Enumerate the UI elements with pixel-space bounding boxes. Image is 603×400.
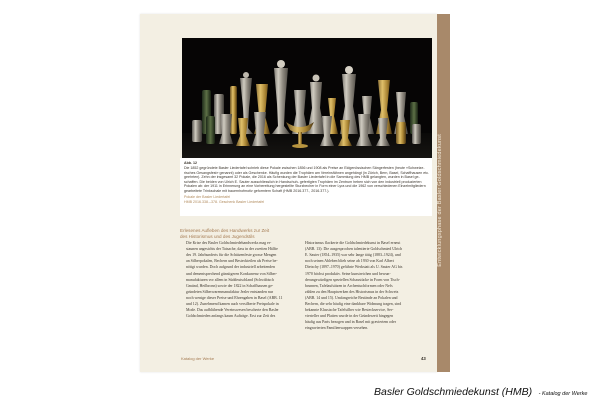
- body-text-line: Dietschy (1897–1970) geführte Werkstatt als U. Sauter AG bis: [305, 265, 403, 270]
- body-text-line: Goldschmieden anfangs kaum Aufträge. Erst zur Zeit des: [186, 314, 276, 319]
- trophy-illustration: [182, 38, 432, 169]
- body-text-line: manufakturen vor allem in Süddeutschland (Schwäbisch: [186, 277, 274, 282]
- body-text-line: 1970 höchst produktiv. Seine kunstreichen und bewun-: [305, 271, 391, 276]
- body-text-line: nötigt wurden. Doch aufgrund der industriell arbeitenden: [186, 265, 275, 270]
- body-text-line: gründeten Silberwarenmanufaktur Jezler entstanden nur: [186, 289, 274, 294]
- body-text-line: Bechern, die sehr häufig eine dankbare Widmung tragen, sind: [305, 302, 402, 306]
- body-text-line: an Silberpokalen, Bechern und Besteckteilen als Preise be-: [186, 259, 278, 264]
- body-text-line: des 19. Jahrhunderts für die Schützenfeste grosse Mengen: [186, 253, 277, 258]
- body-text-line: derungswürdigen speziellen Schaustücke in Form von Tisch-: [305, 277, 400, 282]
- body-text-line: E. Sauter (1854–1935) war sehr lange tätig (1883–1924), und: [305, 253, 401, 258]
- caption-credit: HMB 2016.338.–378. Geschenk Basler Liedertafel: [184, 200, 265, 204]
- page-number: 43: [421, 356, 426, 361]
- caption-line: gearbeitete Trinkschale mit bauernhofmotiv geformtem Schaft (HMB 2016.377., 2016.377.).: [184, 188, 330, 193]
- caption-line: risches Gesangsfest» genannt) oder als Geschenke. Häufig wurden die Trophäen am Vereinsfähnen angehängt (in Zürich, Bern, Basel, Schaffhausen etc.: [184, 170, 430, 175]
- section-heading: des Historismus und des Jugendstils: [180, 233, 255, 239]
- caption-line: geehrten). Zehn der insgesamt 32 Pokale, die 2016 als Schenkung der Basler Liedertafel in die Sammlung des HMB gelangten, wurden in Basel ge-: [184, 175, 420, 179]
- body-text-line: noch wenige dieser Preise und Ehrengaben in Basel (ABB. 11: [186, 295, 283, 300]
- caption-label: Abb. 12: [184, 161, 197, 165]
- figure-caption: [180, 158, 432, 216]
- body-text-line: vierteller und Platten wurde in der Gründerzeit hingegen: [305, 314, 394, 319]
- section-heading: Erlesenes Aufleben des Handwerks zur Zeit: [180, 228, 270, 233]
- body-text-line: Die Krise des Basler Goldschmiedehandwerks mag er-: [186, 241, 272, 245]
- body-text-line: noch seinen Ableben blieb seine ab 1930 von Karl Albert: [305, 259, 394, 264]
- body-text-line: häufig aus Paris bezogen und in Basel mit graviertem oder: [305, 320, 397, 325]
- body-text-line: Mode. Das aufblühende Vereinswesen bescherte den Basler: [186, 308, 279, 313]
- caption-line: schaffen. Die beiden von Ulrich E. Sauter ausschliesslich in Handschuh- gefertigten Trophäen im Zentrum heben sich von den industriell produzierten: [184, 179, 422, 184]
- trophy-photo: [182, 38, 432, 169]
- body-text-line: Gmünd, Heilbronn) sowie der 1822 in Schaffhausen ge-: [186, 283, 274, 288]
- body-text-line: bekannte Klassische Tafelsilber wie Besteckservice, Ser-: [305, 308, 394, 313]
- body-text-line: und dementsprechend günstigeren Konkurrenz von Silber-: [186, 271, 278, 276]
- body-text-line: zählen zu den Hauptwerken des Historismus in der Schweiz: [305, 289, 399, 294]
- bottom-caption-subtitle: - Katalog der Werke: [538, 391, 588, 397]
- body-text-line: Historismus flackerte die Goldschmiedekunst in Basel erneut: [305, 241, 401, 245]
- side-band-text: Entwicklungsphase der Basler Goldschmiedekunst: [437, 134, 443, 267]
- body-text-line: staunen angesichts der Tatsache, dass in der zweiten Hälfte: [186, 247, 278, 252]
- body-text-line: brunnen, Tafelaufsätzen in Archentuchformen oder Nefs: [305, 283, 393, 288]
- body-text-line: (ABB. 13): Die ausgesprochen talentierte Goldschmied Ulrich: [305, 247, 403, 252]
- caption-line: Pokalen ab: der 1911 in Erinnerung an eine Vorbereitung hergestellte Sturzbecher in Form einer Lyra und die 1962 von verschiedenen Einzelmitgliedern: [184, 184, 426, 188]
- caption-line: Die 1852 gegründete Basler Liedertafel schrieb diese Pokale zwischen 1856 und 1908 als Preise an Eidgenössischen Sängerfesten (heute «Schweize-: [184, 166, 425, 170]
- bottom-caption-title: Basler Goldschmiedekunst (HMB): [374, 386, 533, 398]
- caption-credit: Pokale der Basler Liedertafel: [184, 195, 231, 199]
- side-tab-band: [437, 14, 450, 372]
- footer-section-title: Katalog der Werke: [181, 356, 215, 361]
- body-text-line: (ABB. 14 und 15). Umfangreiche Bestände an Pokalen und: [305, 295, 398, 300]
- bottom-caption: [374, 382, 587, 400]
- body-text-line: eingravierten Familienwappen versehen.: [305, 326, 369, 331]
- body-text-line: und 12). Zunehmend kamen auch versilberte Preispokale in: [186, 302, 279, 306]
